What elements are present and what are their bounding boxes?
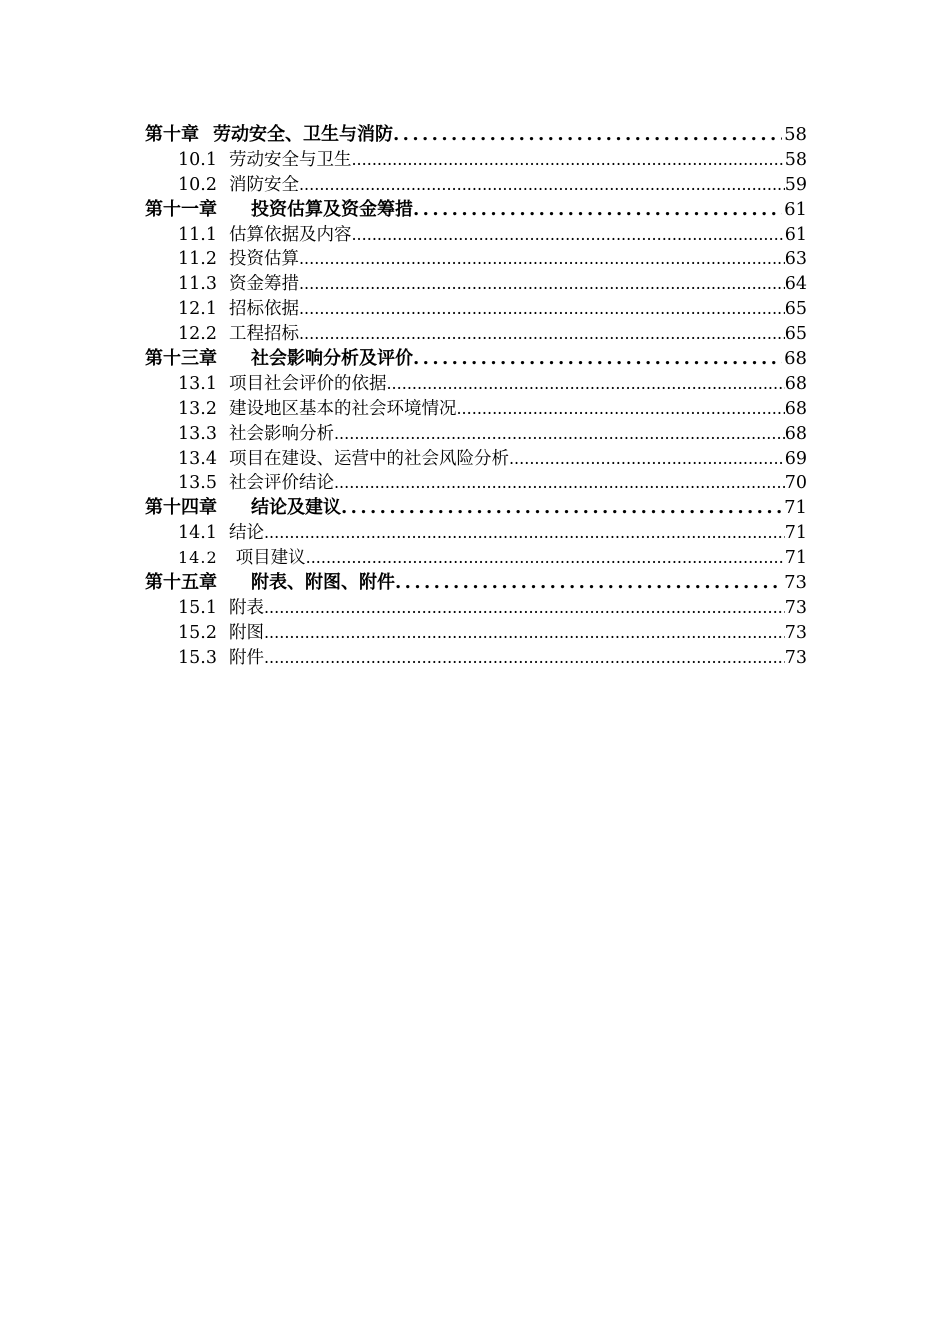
dot-leader [393, 123, 782, 148]
toc-section-15-3[interactable] [145, 646, 807, 671]
toc-section-11-1[interactable] [145, 223, 807, 248]
section-number: 15.1 [178, 597, 217, 618]
dot-leader [341, 496, 782, 521]
toc-section-13-1[interactable] [145, 372, 807, 397]
page-number: 68 [784, 398, 807, 419]
chapter-number: 第十一章 [145, 198, 217, 220]
chapter-title: 劳动安全、卫生与消防 [213, 124, 393, 145]
section-title: 资金筹措 [228, 274, 299, 295]
dot-leader [299, 322, 785, 347]
dot-leader [334, 422, 785, 447]
toc-section-13-4[interactable] [145, 447, 807, 472]
section-number: 13.1 [178, 373, 217, 394]
section-title: 消防安全 [228, 174, 299, 195]
toc-section-15-1[interactable] [145, 596, 807, 621]
page-number: 68 [784, 373, 807, 394]
dot-leader [509, 447, 785, 472]
section-number: 11.2 [178, 249, 217, 270]
dot-leader [413, 198, 782, 223]
section-number: 12.1 [178, 299, 217, 320]
section-number: 10.2 [178, 174, 217, 195]
section-title: 招标依据 [228, 299, 299, 320]
dot-leader [299, 297, 785, 322]
page-number: 73 [784, 647, 807, 668]
section-number: 14.1 [178, 523, 217, 544]
toc-section-13-2[interactable] [145, 397, 807, 422]
section-title: 附表 [228, 597, 264, 618]
dot-leader [351, 223, 784, 248]
toc-section-15-2[interactable] [145, 621, 807, 646]
dot-leader [264, 621, 785, 646]
section-number: 12.2 [178, 324, 217, 345]
toc-chapter-15[interactable] [145, 571, 807, 596]
page-number: 73 [784, 622, 807, 643]
dot-leader [299, 247, 785, 272]
page-number: 65 [784, 324, 807, 345]
chapter-title: 投资估算及资金筹措 [251, 198, 413, 220]
toc-chapter-14[interactable] [145, 496, 807, 521]
dot-leader [395, 571, 782, 596]
page-number: 69 [784, 448, 807, 469]
toc-section-13-5[interactable] [145, 471, 807, 496]
toc-section-14-2[interactable] [145, 546, 807, 571]
page-number: 71 [784, 497, 807, 519]
section-title: 估算依据及内容 [228, 224, 352, 245]
dot-leader [413, 347, 782, 372]
toc-section-13-3[interactable] [145, 422, 807, 447]
section-number: 11.1 [178, 224, 217, 245]
page-number: 64 [784, 274, 807, 295]
dot-leader [299, 272, 785, 297]
page-number: 73 [784, 572, 807, 594]
toc-section-11-2[interactable] [145, 247, 807, 272]
toc-chapter-13[interactable] [145, 347, 807, 372]
page-number: 68 [784, 348, 807, 370]
toc-section-10-1[interactable] [145, 148, 807, 173]
toc-section-11-3[interactable] [145, 272, 807, 297]
page-number: 59 [784, 174, 807, 195]
page-number: 61 [784, 198, 807, 220]
toc-chapter-10[interactable] [145, 123, 807, 148]
page-number: 68 [784, 423, 807, 444]
page-number: 70 [784, 473, 807, 494]
dot-leader [299, 173, 785, 198]
page-number: 71 [784, 548, 807, 569]
toc-chapter-11[interactable] [145, 198, 807, 223]
chapter-title: 附表、附图、附件 [251, 572, 395, 594]
dot-leader [264, 646, 785, 671]
chapter-title: 结论及建议 [251, 497, 341, 519]
page-number: 58 [784, 124, 807, 145]
section-title: 附图 [228, 622, 264, 643]
dot-leader [306, 546, 785, 571]
chapter-title: 社会影响分析及评价 [251, 348, 413, 370]
section-number: 10.1 [178, 149, 217, 170]
section-title: 投资估算 [228, 249, 299, 270]
page-number: 71 [784, 523, 807, 544]
page-number: 73 [784, 597, 807, 618]
chapter-number: 第十三章 [145, 348, 217, 370]
section-title: 劳动安全与卫生 [228, 149, 352, 170]
chapter-number: 第十五章 [145, 572, 217, 594]
section-number: 13.4 [178, 448, 217, 469]
section-number: 14.2 [178, 548, 218, 568]
toc-section-12-2[interactable] [145, 322, 807, 347]
dot-leader [386, 372, 784, 397]
toc-section-14-1[interactable] [145, 521, 807, 546]
dot-leader [334, 471, 785, 496]
section-number: 13.3 [178, 423, 217, 444]
section-number: 13.2 [178, 398, 217, 419]
section-title: 工程招标 [228, 324, 299, 345]
dot-leader [264, 521, 785, 546]
section-title: 附件 [228, 647, 264, 668]
section-number: 11.3 [178, 274, 217, 295]
page-number: 61 [784, 224, 807, 245]
toc-section-10-2[interactable] [145, 173, 807, 198]
section-title: 社会评价结论 [228, 473, 334, 494]
dot-leader [456, 397, 784, 422]
section-title: 建设地区基本的社会环境情况 [228, 398, 457, 419]
chapter-number: 第十四章 [145, 497, 217, 519]
section-title: 结论 [228, 523, 264, 544]
section-title: 社会影响分析 [228, 423, 334, 444]
section-number: 13.5 [178, 473, 217, 494]
section-title: 项目在建设、运营中的社会风险分析 [228, 448, 509, 469]
section-title: 项目建议 [235, 548, 306, 569]
table-of-contents [145, 123, 807, 671]
page-number: 63 [784, 249, 807, 270]
page-number: 65 [784, 299, 807, 320]
section-title: 项目社会评价的依据 [228, 373, 387, 394]
page-number: 58 [784, 149, 807, 170]
chapter-number: 第十章 [145, 124, 199, 145]
dot-leader [351, 148, 784, 173]
dot-leader [264, 596, 785, 621]
section-number: 15.2 [178, 622, 217, 643]
toc-section-12-1[interactable] [145, 297, 807, 322]
section-number: 15.3 [178, 647, 217, 668]
